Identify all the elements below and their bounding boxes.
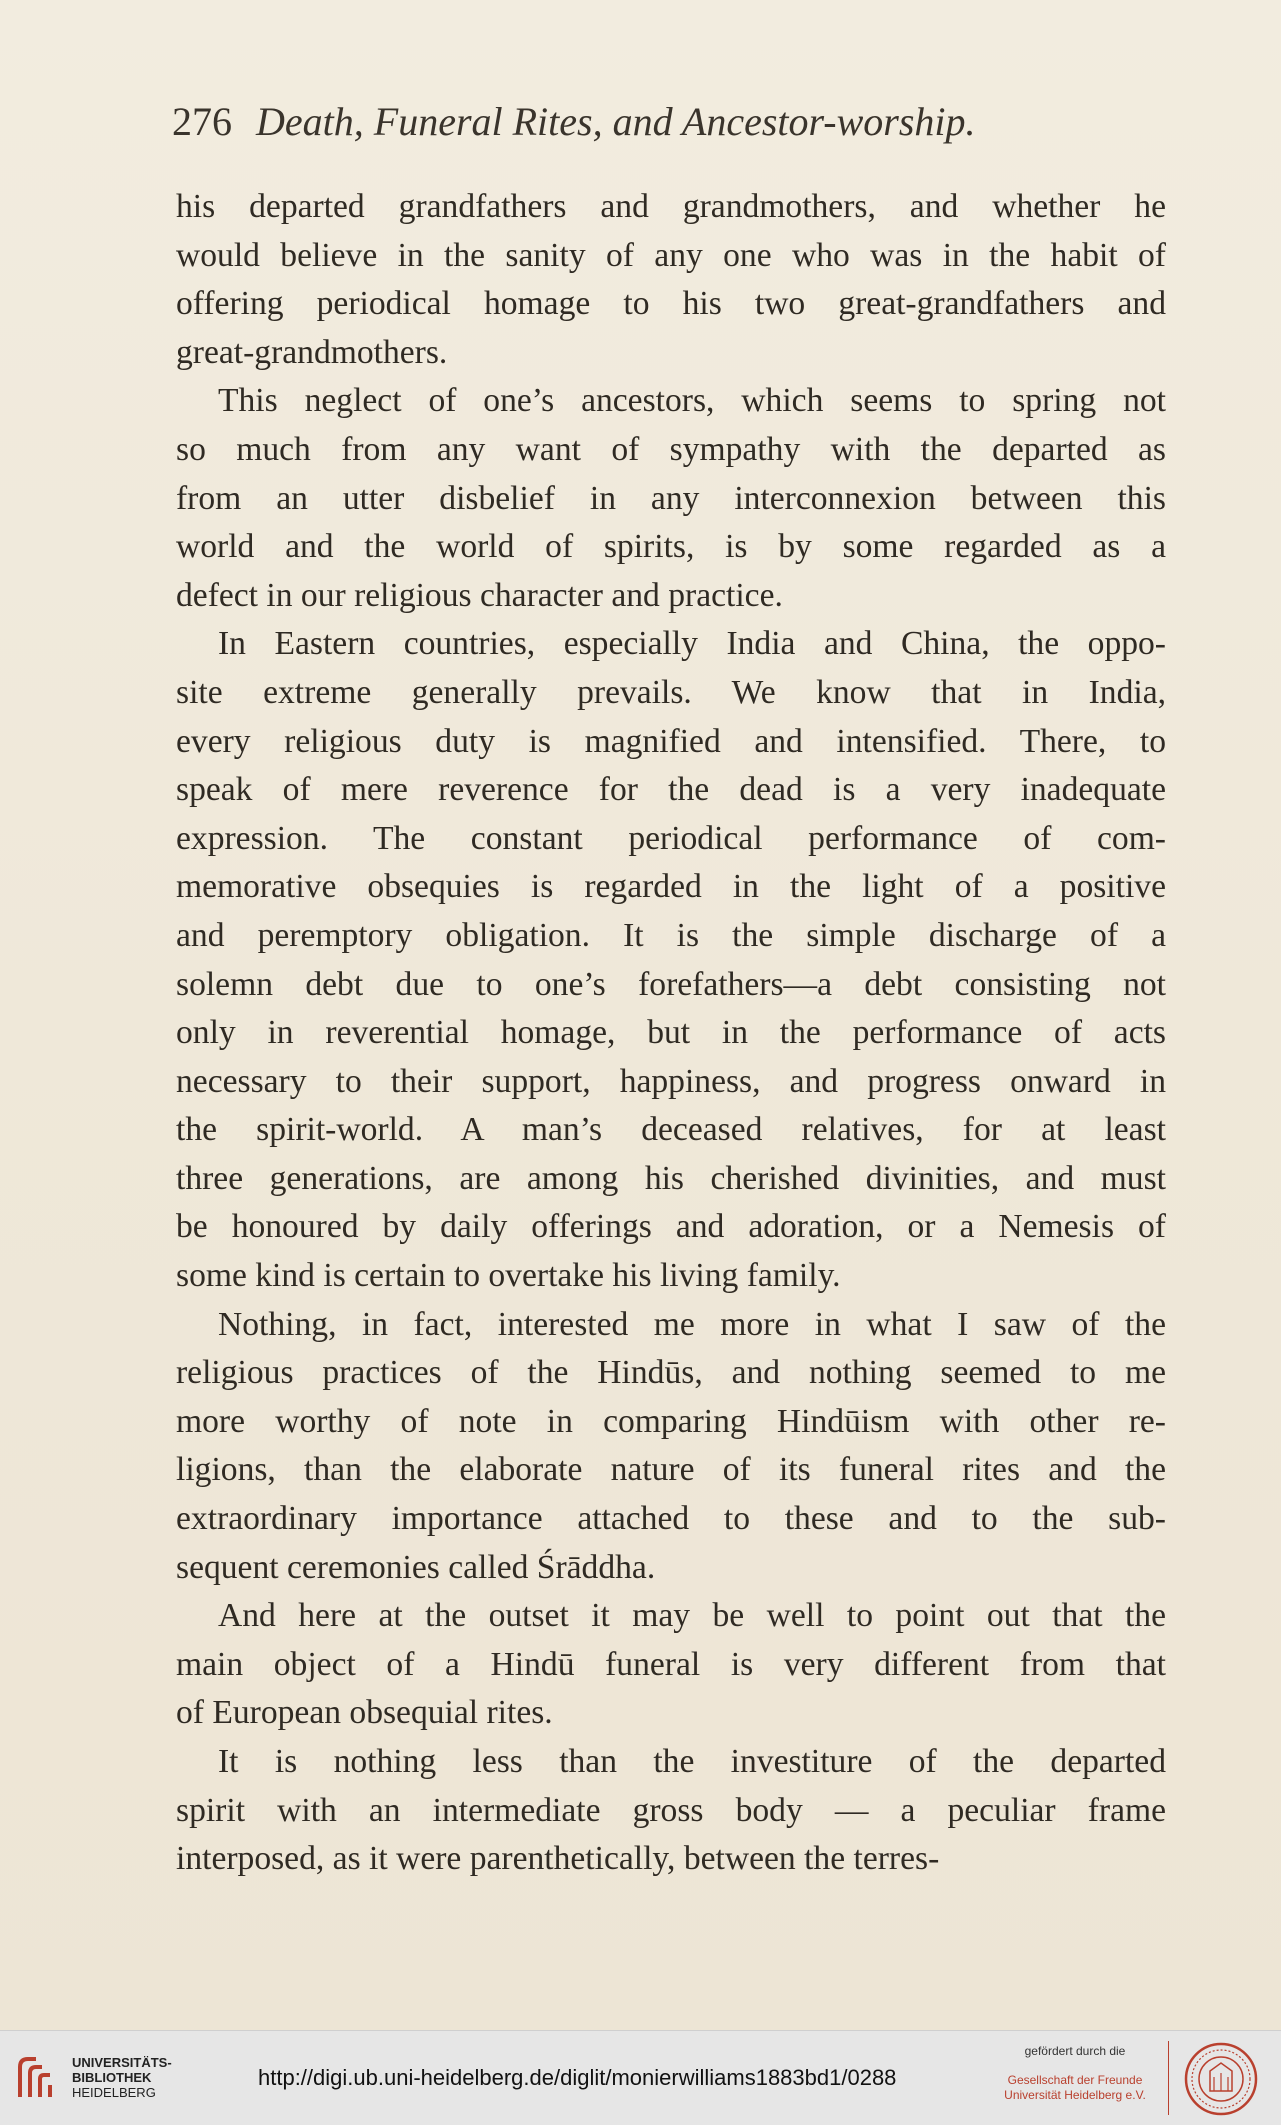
footer-bar (0, 2030, 1281, 2125)
text-line: would believe in the sanity of any one who was in the habit of (176, 236, 1166, 274)
university-seal-icon (1180, 2041, 1262, 2117)
page-number: 276 (172, 99, 232, 144)
text-line: and peremptory obligation. It is the simple discharge of a (176, 916, 1166, 954)
library-name-line: BIBLIOTHEK (72, 2070, 152, 2085)
sponsor-label: gefördert durch die (1024, 2044, 1126, 2058)
source-url-link[interactable]: http://digi.ub.uni-heidelberg.de/diglit/monierwilliams1883bd1/0288 (258, 2065, 897, 2090)
paragraph (176, 1301, 1166, 1593)
sponsor-divider (1168, 2041, 1169, 2115)
sponsor-org-line: Universität Heidelberg e.V. (1004, 2088, 1146, 2102)
text-line: spirit with an intermediate gross body — a peculiar frame (176, 1791, 1166, 1829)
text-line: main object of a Hindū funeral is very different from that (176, 1645, 1166, 1683)
text-line: be honoured by daily offerings and adoration, or a Nemesis of (176, 1208, 1166, 1246)
library-name-line: UNIVERSITÄTS- (72, 2055, 172, 2070)
text-line: only in reverential homage, but in the performance of acts (176, 1014, 1166, 1052)
text-line: of European obsequial rites. (176, 1694, 553, 1732)
text-line: from an utter disbelief in any interconnexion between this (176, 479, 1166, 517)
text-line: great-grandmothers. (176, 333, 448, 371)
paragraph (176, 620, 1166, 1300)
paragraph (176, 377, 1166, 620)
text-line: speak of mere reverence for the dead is a very inadequate (176, 771, 1166, 809)
text-line: more worthy of note in comparing Hindūism with other re- (176, 1402, 1166, 1440)
text-line: interposed, as it were parenthetically, between the terres- (176, 1840, 940, 1878)
body-text (176, 183, 1166, 1884)
text-line: his departed grandfathers and grandmothers, and whether he (176, 188, 1166, 225)
text-line: some kind is certain to overtake his living family. (176, 1257, 841, 1295)
text-line: defect in our religious character and practice. (176, 576, 783, 614)
text-line: solemn debt due to one’s forefathers—a debt consisting not (176, 965, 1166, 1003)
text-line: This neglect of one’s ancestors, which seems to spring not (218, 382, 1166, 420)
library-name-line: HEIDELBERG (72, 2085, 156, 2100)
text-line: sequent ceremonies called Śrāddha. (176, 1548, 656, 1586)
text-line: ligions, than the elaborate nature of its funeral rites and the (176, 1451, 1166, 1489)
text-line: And here at the outset it may be well to point out that the (218, 1597, 1166, 1635)
text-line: necessary to their support, happiness, and progress onward in (176, 1062, 1166, 1100)
text-line: site extreme generally prevails. We know that in India, (176, 673, 1166, 711)
text-line: every religious duty is magnified and intensified. There, to (176, 722, 1166, 760)
text-line: memorative obsequies is regarded in the light of a positive (176, 868, 1166, 906)
paragraph (176, 1592, 1166, 1738)
text-line: Nothing, in fact, interested me more in what I saw of the (218, 1305, 1166, 1343)
text-line: religious practices of the Hindūs, and nothing seemed to me (176, 1354, 1166, 1392)
ub-heidelberg-logo-icon (14, 2053, 62, 2103)
text-line: expression. The constant periodical performance of com- (176, 819, 1166, 857)
sponsor-org (985, 2073, 1165, 2103)
sponsor-org-line: Gesellschaft der Freunde (1007, 2073, 1143, 2087)
text-line: world and the world of spirits, is by some regarded as a (176, 528, 1166, 566)
paragraph (176, 183, 1166, 377)
paragraph (176, 1738, 1166, 1884)
text-line: extraordinary importance attached to these and to the sub- (176, 1500, 1166, 1538)
text-line: so much from any want of sympathy with the departed as (176, 430, 1166, 468)
running-head (172, 98, 1132, 145)
text-line: In Eastern countries, especially India and China, the oppo- (218, 625, 1166, 663)
text-line: three generations, are among his cherished divinities, and must (176, 1159, 1166, 1197)
text-line: the spirit-world. A man’s deceased relatives, for at least (176, 1111, 1166, 1149)
library-name (72, 2055, 172, 2100)
running-title: Death, Funeral Rites, and Ancestor-worship. (256, 99, 976, 144)
text-line: offering periodical homage to his two great-grandfathers and (176, 285, 1166, 323)
sponsor-block (985, 2043, 1165, 2103)
text-line: It is nothing less than the investiture of the departed (218, 1743, 1166, 1780)
